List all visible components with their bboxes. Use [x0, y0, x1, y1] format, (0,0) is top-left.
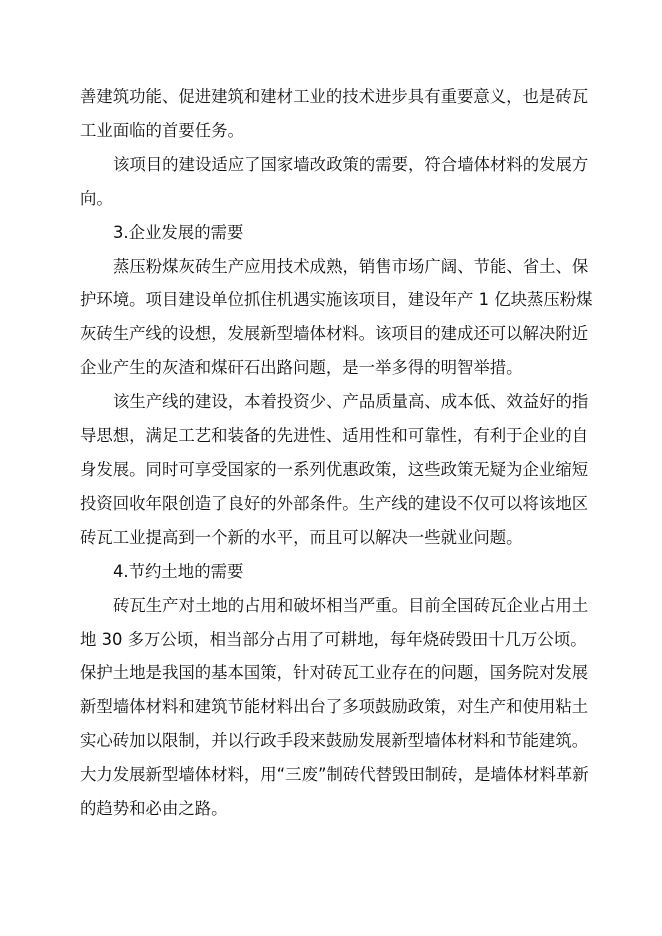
text-line: 企业产生的灰渣和煤矸石出路问题，是一举多得的明智举措。: [80, 358, 523, 378]
text-line: 实心砖加以限制，并以行政手段来鼓励发展新型墙体材料和节能建筑。: [80, 731, 589, 751]
text-line: 善建筑功能、促进建筑和建材工业的技术进步具有重要意义，也是砖瓦: [80, 87, 589, 106]
paragraph-intro-continuation: [80, 80, 589, 148]
paragraph-production-line: [80, 385, 589, 555]
section-heading-land-saving: [80, 555, 580, 589]
text-line: 保护土地是我国的基本国策，针对砖瓦工业存在的问题，国务院对发展: [80, 663, 589, 683]
paragraph-policy-fit: [80, 148, 589, 216]
text-line: 砖瓦工业提高到一个新的水平，而且可以解决一些就业问题。: [80, 527, 523, 547]
paragraph-land-occupation: [80, 589, 589, 826]
text-line: 灰砖生产线的设想，发展新型墙体材料。该项目的建成还可以解决附近: [80, 324, 589, 344]
heading-text: 4.节约土地的需要: [113, 561, 244, 581]
paragraph-technology-maturity: [80, 250, 593, 386]
text-line: 大力发展新型墙体材料，用“三废”制砖代替毁田制砖，是墙体材料革新: [80, 765, 589, 785]
text-line: 砖瓦生产对土地的占用和破坏相当严重。目前全国砖瓦企业占用土: [113, 595, 589, 615]
text-line: 向。: [80, 188, 113, 208]
section-heading-enterprise-development: [80, 216, 580, 250]
text-line: 护环境。项目建设单位抓住机遇实施该项目，建设年产 1 亿块蒸压粉煤: [80, 290, 593, 310]
text-line: 身发展。同时可享受国家的一系列优惠政策，这些政策无疑为企业缩短: [80, 459, 589, 479]
text-line: 蒸压粉煤灰砖生产应用技术成熟，销售市场广阔、节能、省土、保: [113, 256, 589, 276]
text-line: 的趋势和必由之路。: [80, 799, 228, 819]
text-line: 该生产线的建设，本着投资少、产品质量高、成本低、效益好的指: [113, 392, 589, 412]
text-line: 投资回收年限创造了良好的外部条件。生产线的建设不仅可以将该地区: [80, 493, 589, 513]
text-line: 导思想，满足工艺和装备的先进性、适用性和可靠性，有利于企业的自: [80, 426, 589, 446]
text-line: 地 30 多万公顷，相当部分占用了可耕地，每年烧砖毁田十几万公顷。: [80, 629, 587, 649]
text-line: 新型墙体材料和建筑节能材料出台了多项鼓励政策，对生产和使用粘土: [80, 697, 589, 717]
text-line: 该项目的建设适应了国家墙改政策的需要，符合墙体材料的发展方: [113, 154, 589, 174]
text-line: 工业面临的首要任务。: [80, 120, 244, 140]
document-body: [80, 80, 593, 826]
heading-text: 3.企业发展的需要: [113, 222, 244, 242]
